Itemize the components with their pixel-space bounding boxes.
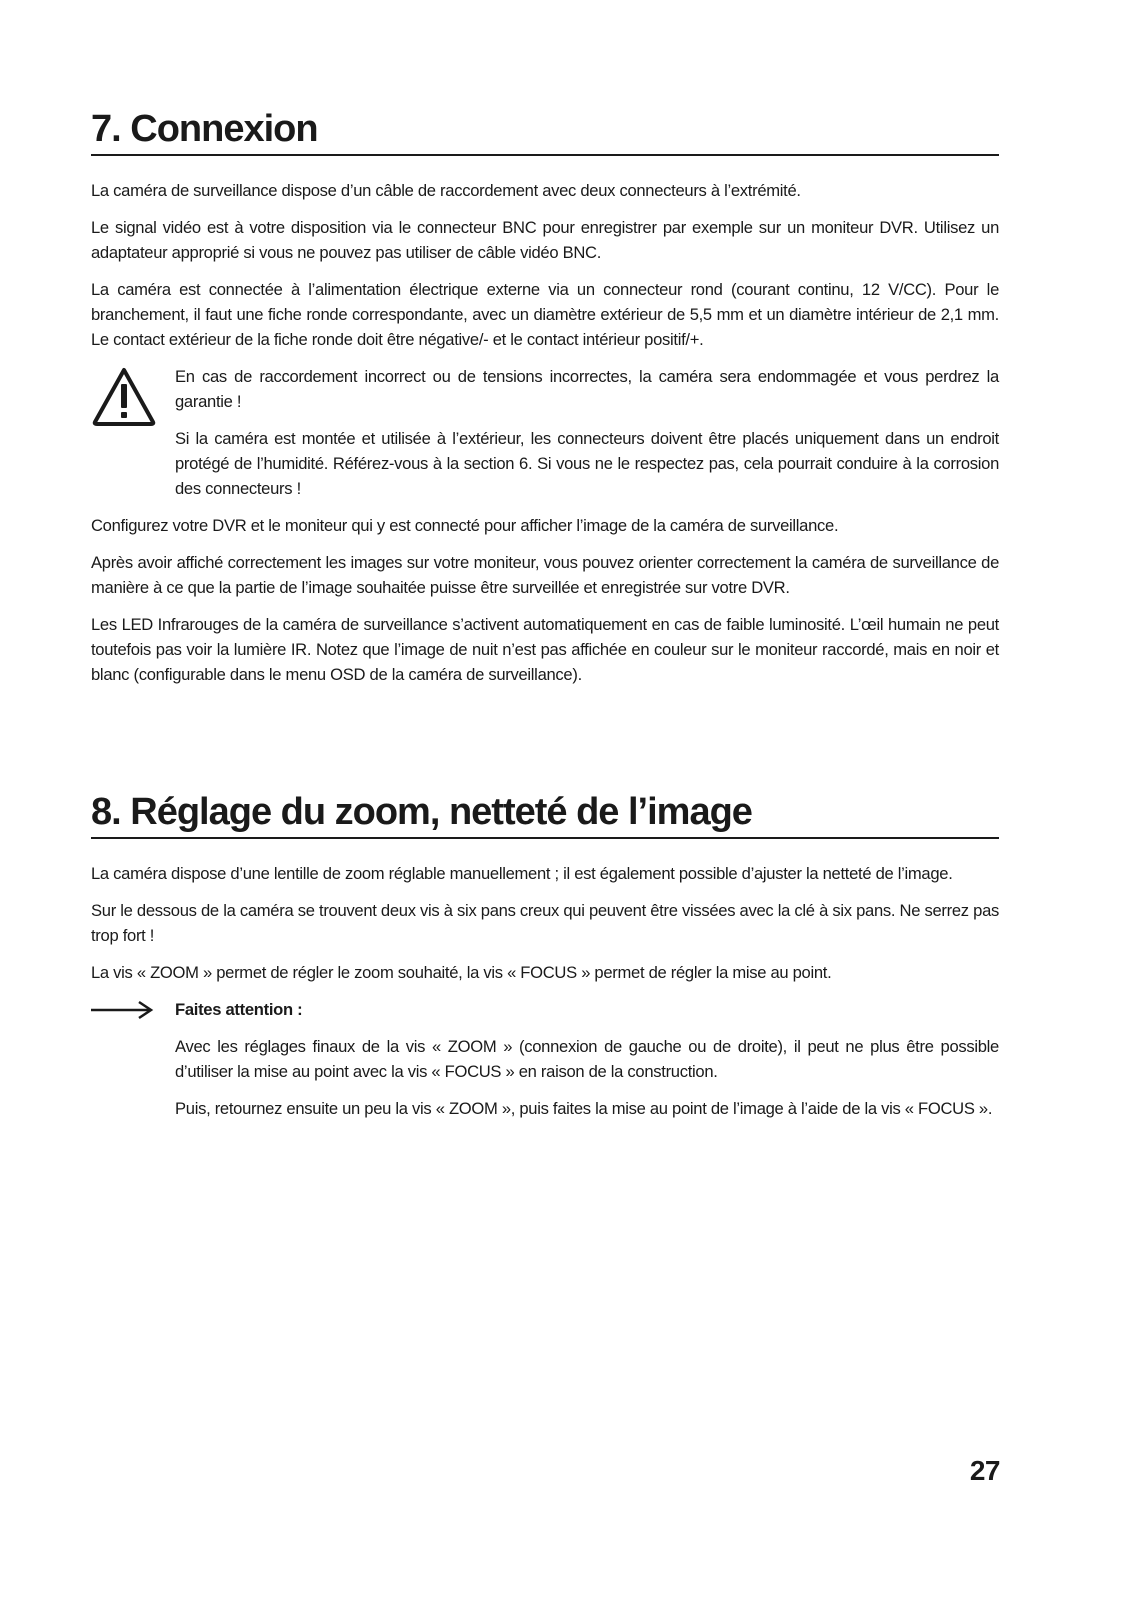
paragraph: La caméra est connectée à l’alimentation électrique externe via un connecteur rond (courant continu, 12 V/CC). Pour le branchement, il faut une fiche ronde correspondante, avec un diamètre extérieur de 5,5 mm et un diamètre intérieur de 2,1 mm. Le contact extérieur de la fiche ronde doit être négative/- et le contact intérieur positif/+.: [91, 280, 999, 349]
section-title: 8. Réglage du zoom, netteté de l’image: [91, 790, 999, 839]
arrow-right-icon: [91, 1000, 157, 1020]
note-heading: Faites attention :: [175, 1000, 303, 1019]
warning-block: [91, 364, 999, 513]
paragraph: Le signal vidéo est à votre disposition via le connecteur BNC pour enregistrer par exemple sur un moniteur DVR. Utilisez un adaptateur approprié si vous ne pouvez pas utiliser de câble vidéo BNC.: [91, 218, 999, 262]
section-zoom: [91, 790, 999, 1133]
paragraph: Après avoir affiché correctement les images sur votre moniteur, vous pouvez orienter correctement la caméra de surveillance de manière à ce que la partie de l’image souhaitée puisse être surveillée et enregistrée sur votre DVR.: [91, 553, 999, 597]
note-text: Avec les réglages finaux de la vis « ZOOM » (connexion de gauche ou de droite), il peut ne plus être possible d’utiliser la mise au point avec la vis « FOCUS » en raison de la construction.: [175, 1037, 999, 1081]
section-title: 7. Connexion: [91, 107, 999, 156]
section-connexion: [91, 107, 999, 699]
paragraph: Configurez votre DVR et le moniteur qui y est connecté pour afficher l’image de la caméra de surveillance.: [91, 516, 839, 535]
paragraph: La caméra dispose d’une lentille de zoom réglable manuellement ; il est également possible d’ajuster la netteté de l’image.: [91, 864, 953, 883]
paragraph: La vis « ZOOM » permet de régler le zoom souhaité, la vis « FOCUS » permet de régler la mise au point.: [91, 963, 832, 982]
paragraph: La caméra de surveillance dispose d’un câble de raccordement avec deux connecteurs à l’extrémité.: [91, 181, 801, 200]
warning-text: En cas de raccordement incorrect ou de tensions incorrectes, la caméra sera endommagée et vous perdrez la garantie !: [175, 367, 999, 411]
warning-text: Si la caméra est montée et utilisée à l’extérieur, les connecteurs doivent être placés uniquement dans un endroit protégé de l’humidité. Référez-vous à la section 6. Si vous ne le respectez pas, cela pourrait conduire à la corrosion des connecteurs !: [175, 429, 999, 498]
paragraph: Sur le dessous de la caméra se trouvent deux vis à six pans creux qui peuvent être vissées avec la clé à six pans. Ne serrez pas trop fort !: [91, 901, 999, 945]
warning-triangle-icon: [91, 366, 157, 428]
note-block: [91, 997, 999, 1133]
note-text: Puis, retournez ensuite un peu la vis « ZOOM », puis faites la mise au point de l’image à l’aide de la vis « FOCUS ».: [175, 1099, 993, 1118]
paragraph: Les LED Infrarouges de la caméra de surveillance s’activent automatiquement en cas de faible luminosité. L’œil humain ne peut toutefois pas voir la lumière IR. Notez que l’image de nuit n’est pas affichée en couleur sur le moniteur raccordé, mais en noir et blanc (configurable dans le menu OSD de la caméra de surveillance).: [91, 615, 999, 684]
page-number: 27: [969, 1455, 1000, 1486]
